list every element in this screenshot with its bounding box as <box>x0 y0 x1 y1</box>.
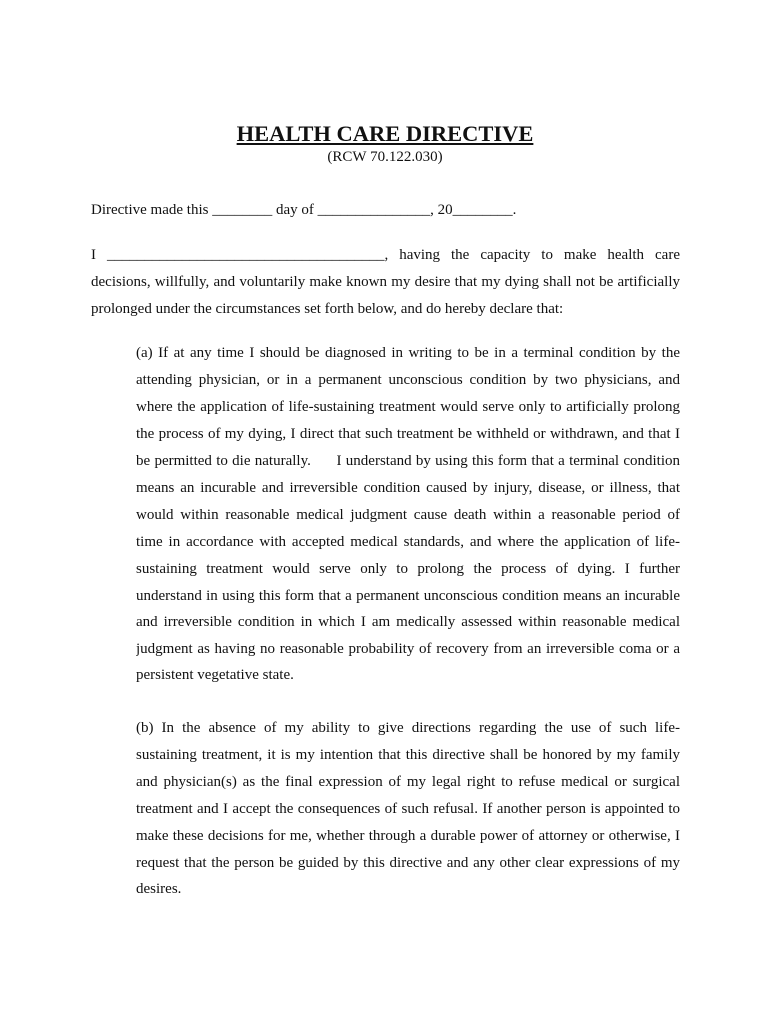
paragraph-a-line: and irreversible condition in which I am medically assessed within reasonable medical <box>136 614 680 630</box>
paragraph-a-line: the process of my dying, I direct that such treatment be withheld or withdrawn, and that I <box>136 426 680 442</box>
paragraph-a-line: where the application of life-sustaining treatment would serve only to artificially prolong <box>136 399 680 415</box>
paragraph-a-line: persistent vegetative state. <box>136 667 294 683</box>
paragraph-b-line: treatment and I accept the consequences of such refusal. If another person is appointed to <box>136 801 680 817</box>
paragraph-b-line: and physician(s) as the final expression of my legal right to refuse medical or surgical <box>136 774 680 790</box>
declaration-line: prolonged under the circumstances set forth below, and do hereby declare that: <box>91 301 564 317</box>
paragraph-a-line: sustaining treatment would serve only to prolong the process of dying. I further <box>136 561 680 577</box>
paragraph-b-line: request that the person be guided by this directive and any other clear expressions of my <box>136 855 680 871</box>
paragraph-a-line: attending physician, or in a permanent unconscious condition by two physicians, and <box>136 372 680 388</box>
paragraph-a-line: means an incurable and irreversible condition caused by injury, disease, or illness, that <box>136 480 680 496</box>
paragraph-b-line: sustaining treatment, it is my intention that this directive shall be honored by my family <box>136 747 680 763</box>
paragraph-a-line: be permitted to die naturally. I understand by using this form that a terminal condition <box>136 453 680 469</box>
directive-date-line: Directive made this ________ day of _______________, 20________. <box>91 202 517 218</box>
paragraph-a-line: judgment as having no reasonable probability of recovery from an irreversible coma or a <box>136 641 680 657</box>
paragraph-a-line: understand in using this form that a permanent unconscious condition means an incurable <box>136 588 680 604</box>
paragraph-b-line: desires. <box>136 881 182 897</box>
paragraph-a-line: (a) If at any time I should be diagnosed in writing to be in a terminal condition by the <box>136 345 680 361</box>
paragraph-a-line: time in accordance with accepted medical standards, and where the application of life- <box>136 534 680 550</box>
statute-reference: (RCW 70.122.030) <box>327 149 443 165</box>
document-title: HEALTH CARE DIRECTIVE <box>236 121 534 146</box>
declaration-line: I _____________________________________, having the capacity to make health care <box>91 247 680 263</box>
paragraph-a-line: would within reasonable medical judgment cause death within a reasonable period of <box>136 507 680 523</box>
declaration-line: decisions, willfully, and voluntarily make known my desire that my dying shall not be artificially <box>91 274 680 290</box>
paragraph-b-line: (b) In the absence of my ability to give directions regarding the use of such life- <box>136 720 680 736</box>
paragraph-b-line: make these decisions for me, whether through a durable power of attorney or otherwise, I <box>136 828 680 844</box>
